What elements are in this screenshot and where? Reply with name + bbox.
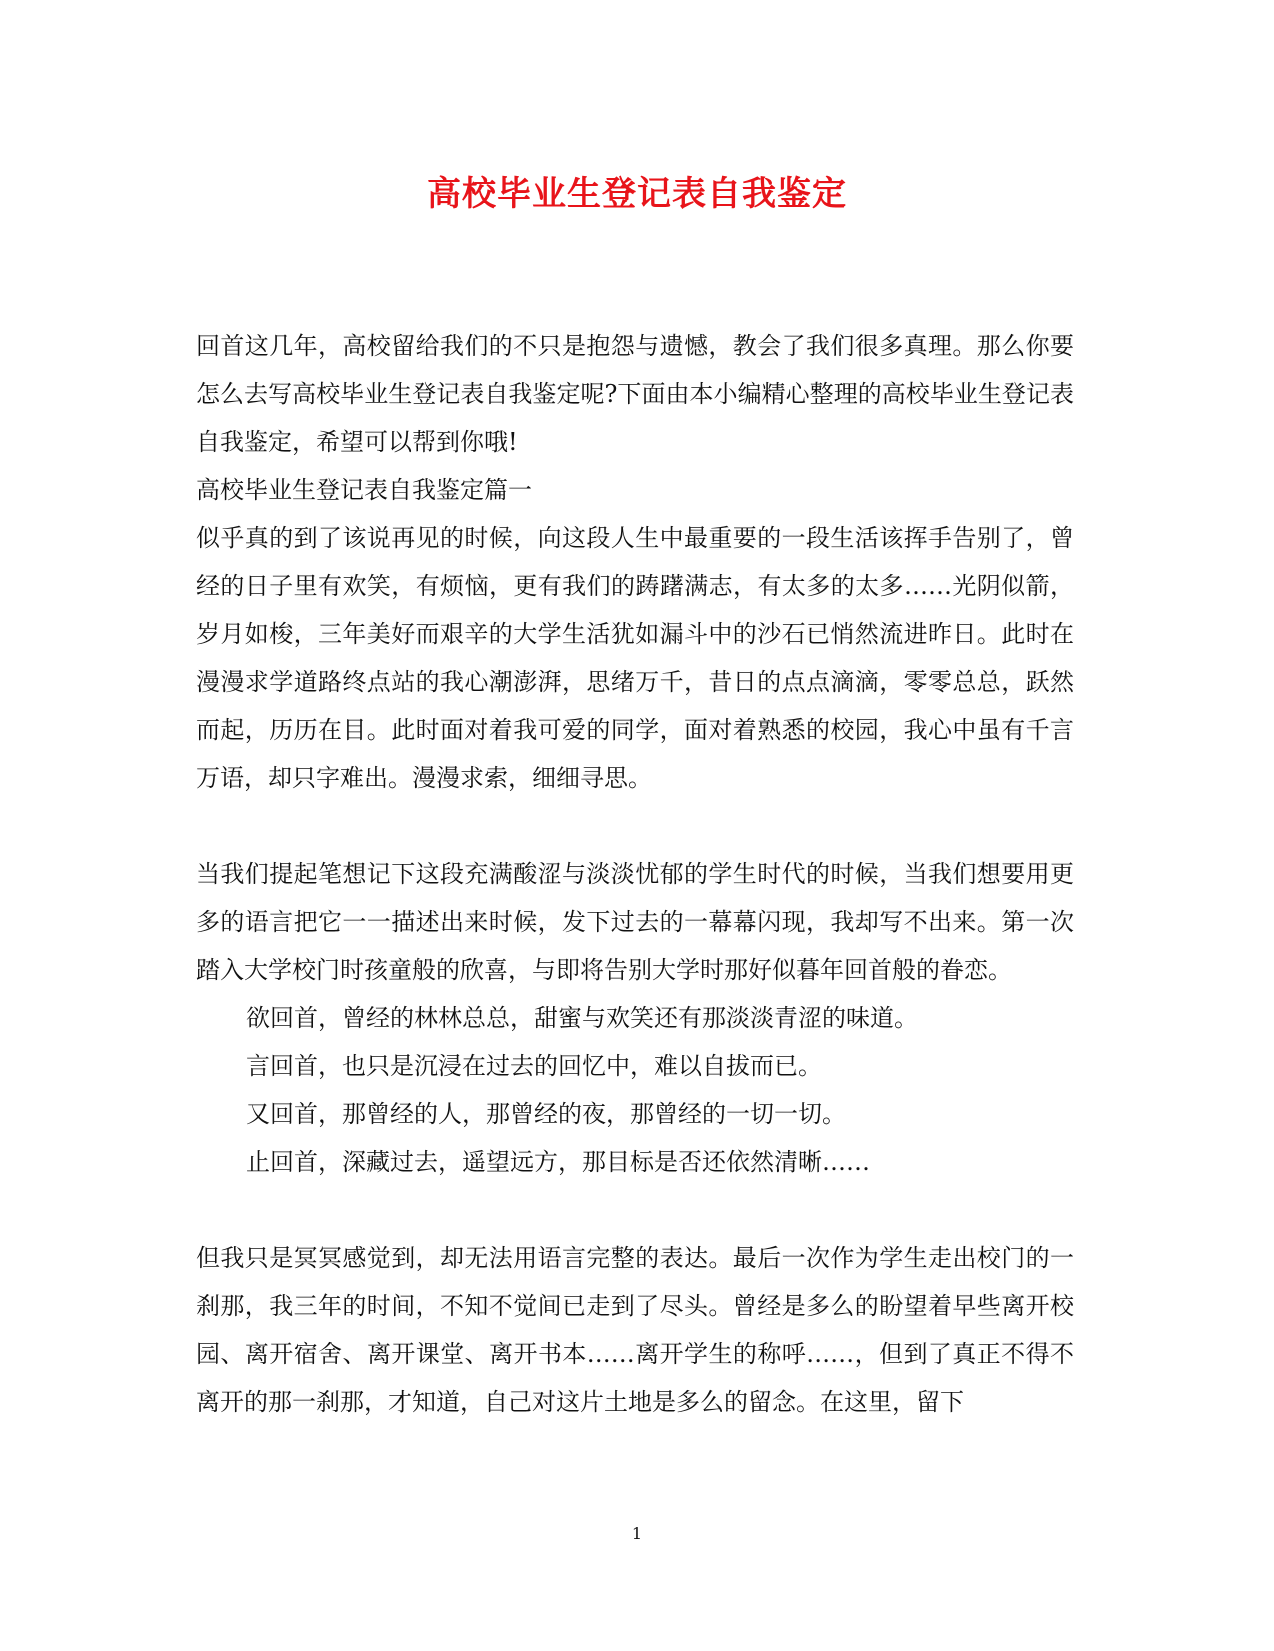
verse-line: 欲回首，曾经的林林总总，甜蜜与欢笑还有那淡淡青涩的味道。 [246,1004,918,1032]
body-paragraph: 当我们提起笔想记下这段充满酸涩与淡淡忧郁的学生时代的时候，当我们想要用更多的语言把它一一描述出来时候，发下过去的一幕幕闪现，我却写不出来。第一次踏入大学校门时孩童般的欣喜，与即将告别大学时那好似暮年回首般的眷恋。 [196,860,1074,984]
document-body [196,322,1074,1426]
body-paragraph: 似乎真的到了该说再见的时候，向这段人生中最重要的一段生活该挥手告别了，曾经的日子里有欢笑，有烦恼，更有我们的踌躇满志，有太多的太多……光阴似箭，岁月如梭，三年美好而艰辛的大学生活犹如漏斗中的沙石已悄然流进昨日。此时在漫漫求学道路终点站的我心潮澎湃，思绪万千，昔日的点点滴滴，零零总总，跃然而起，历历在目。此时面对着我可爱的同学，面对着熟悉的校园，我心中虽有千言万语，却只字难出。漫漫求索，细细寻思。 [196,524,1074,792]
verse-line: 止回首，深藏过去，遥望远方，那目标是否还依然清晰…… [246,1148,870,1176]
verse-line: 言回首，也只是沉浸在过去的回忆中，难以自拔而已。 [246,1052,822,1080]
intro-paragraph: 回首这几年，高校留给我们的不只是抱怨与遗憾，教会了我们很多真理。那么你要怎么去写高校毕业生登记表自我鉴定呢?下面由本小编精心整理的高校毕业生登记表自我鉴定，希望可以帮到你哦! [196,332,1074,456]
section-heading: 高校毕业生登记表自我鉴定篇一 [196,476,532,504]
verse-line: 又回首，那曾经的人，那曾经的夜，那曾经的一切一切。 [246,1100,846,1128]
body-paragraph: 但我只是冥冥感觉到，却无法用语言完整的表达。最后一次作为学生走出校门的一刹那，我三年的时间，不知不觉间已走到了尽头。曾经是多么的盼望着早些离开校园、离开宿舍、离开课堂、离开书本……离开学生的称呼……，但到了真正不得不离开的那一刹那，才知道，自己对这片土地是多么的留念。在这里，留下 [196,1244,1074,1416]
document-title: 高校毕业生登记表自我鉴定 [427,174,847,214]
page-number: 1 [631,1524,643,1543]
